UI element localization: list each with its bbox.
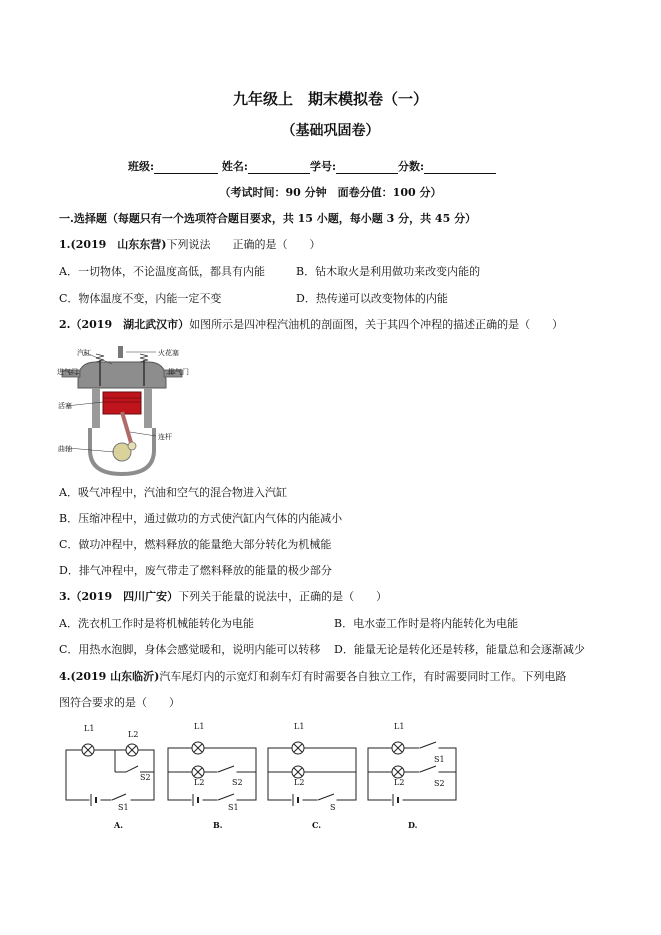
circuit-c-label-l2: L2: [294, 778, 305, 787]
q1-option-a: A．一切物体，不论温度高低，都具有内能: [59, 265, 265, 278]
circuit-c-option-label: C.: [312, 820, 322, 830]
circuit-a-label-l2: L2: [128, 730, 139, 739]
circuit-a-label-l1: L1: [84, 724, 95, 733]
circuit-b-label-s2: S2: [232, 778, 243, 787]
circuit-a-label-s2: S2: [140, 773, 151, 782]
question-4-stem-line2: 图符合要求的是（ ）: [59, 696, 180, 709]
circuit-a-label-s1: S1: [118, 803, 129, 812]
circuit-diagram-b: [162, 726, 262, 808]
class-blank: [154, 162, 218, 174]
spark-plug-shape: [118, 346, 123, 358]
student-info-line: [128, 158, 496, 174]
q2-option-b: B．压缩冲程中，通过做功的方式使汽缸内气体的内能减小: [59, 512, 343, 525]
q1-option-d: D．热传递可以改变物体的内能: [296, 292, 448, 305]
q2-option-d: D．排气冲程中，废气带走了燃料释放的能量的极少部分: [59, 564, 332, 577]
question-1-stem: 下列说法 正确的是（ ）: [166, 238, 321, 251]
circuit-c-label-s: S: [330, 803, 336, 812]
label-piston: 活塞: [58, 402, 72, 410]
page-title: 九年级上 期末模拟卷（一）: [232, 90, 428, 108]
circuit-d-label-l2: L2: [394, 778, 405, 787]
q2-option-a: A．吸气冲程中，汽油和空气的混合物进入汽缸: [59, 486, 287, 499]
q3-option-a: A．洗衣机工作时是将机械能转化为电能: [59, 617, 254, 630]
circuit-c-label-l1: L1: [294, 722, 305, 731]
circuit-d-label-l1: L1: [394, 722, 405, 731]
label-intake-valve: 进气门: [57, 368, 78, 376]
question-1: [59, 236, 321, 252]
q3-option-b: B．电水壶工作时是将内能转化为电能: [334, 617, 519, 630]
name-blank: [248, 162, 310, 174]
label-exhaust-valve: 排气门: [168, 368, 189, 376]
piston-shape: [103, 392, 141, 414]
question-4: [59, 668, 566, 684]
question-3-source: 3.（2019 四川广安）: [59, 590, 179, 603]
question-2: [59, 316, 563, 332]
section-heading: 一.选择题（每题只有一个选项符合题目要求，共 15 小题，每小题 3 分，共 45 分）: [59, 212, 477, 225]
q3-option-d: D．能量无论是转化还是转移，能量总和会逐渐减少: [334, 643, 585, 656]
circuit-d-label-s1: S1: [434, 755, 445, 764]
q1-option-c: C．物体温度不变，内能一定不变: [59, 292, 222, 305]
label-spark-plug: 火花塞: [158, 349, 179, 357]
page-subtitle: （基础巩固卷）: [281, 123, 380, 139]
score-blank: [424, 162, 496, 174]
circuit-b-label-l2: L2: [194, 778, 205, 787]
label-connecting-rod: 连杆: [158, 433, 172, 441]
question-3-stem: 下列关于能量的说法中，正确的是（ ）: [178, 590, 388, 603]
exam-info: （考试时间：90 分钟 面卷分值：100 分）: [219, 186, 442, 199]
score-label: 分数:: [398, 160, 425, 173]
question-2-stem: 如图所示是四冲程汽油机的剖面图，关于其四个冲程的描述正确的是（ ）: [189, 318, 564, 331]
circuit-a-option-label: A.: [114, 820, 123, 830]
label-crankshaft: 曲轴: [58, 445, 72, 453]
question-3: [59, 588, 387, 604]
name-label: 姓名:: [221, 160, 248, 173]
question-4-stem-line1: 汽车尾灯内的示宽灯和刹车灯有时需要各自独立工作，有时需要同时工作。下列电路: [159, 670, 567, 683]
circuit-b-label-s1: S1: [228, 803, 239, 812]
question-1-source: 1.(2019 山东东营): [59, 238, 167, 251]
q3-option-c: C．用热水泡脚，身体会感觉暖和，说明内能可以转移: [59, 643, 321, 656]
circuit-d-option-label: D.: [408, 820, 418, 830]
q2-option-c: C．做功冲程中，燃料释放的能量绝大部分转化为机械能: [59, 538, 332, 551]
circuit-b-option-label: B.: [213, 820, 223, 830]
circuit-diagram-c: [262, 726, 362, 808]
circuit-diagram-d: [362, 726, 462, 808]
circuit-diagram-a: [60, 726, 160, 808]
circuit-d-label-s2: S2: [434, 779, 445, 788]
question-2-source: 2.（2019 湖北武汉市）: [59, 318, 190, 331]
circuit-b-label-l1: L1: [194, 722, 205, 731]
number-blank: [336, 162, 398, 174]
number-label: 学号:: [309, 160, 337, 173]
engine-cross-section-figure: [56, 340, 196, 475]
question-4-source: 4.(2019 山东临沂): [59, 670, 160, 683]
q1-option-b: B．钻木取火是利用做功来改变内能的: [296, 265, 481, 278]
label-cylinder: 汽缸: [77, 349, 91, 357]
class-label: 班级:: [128, 160, 155, 173]
